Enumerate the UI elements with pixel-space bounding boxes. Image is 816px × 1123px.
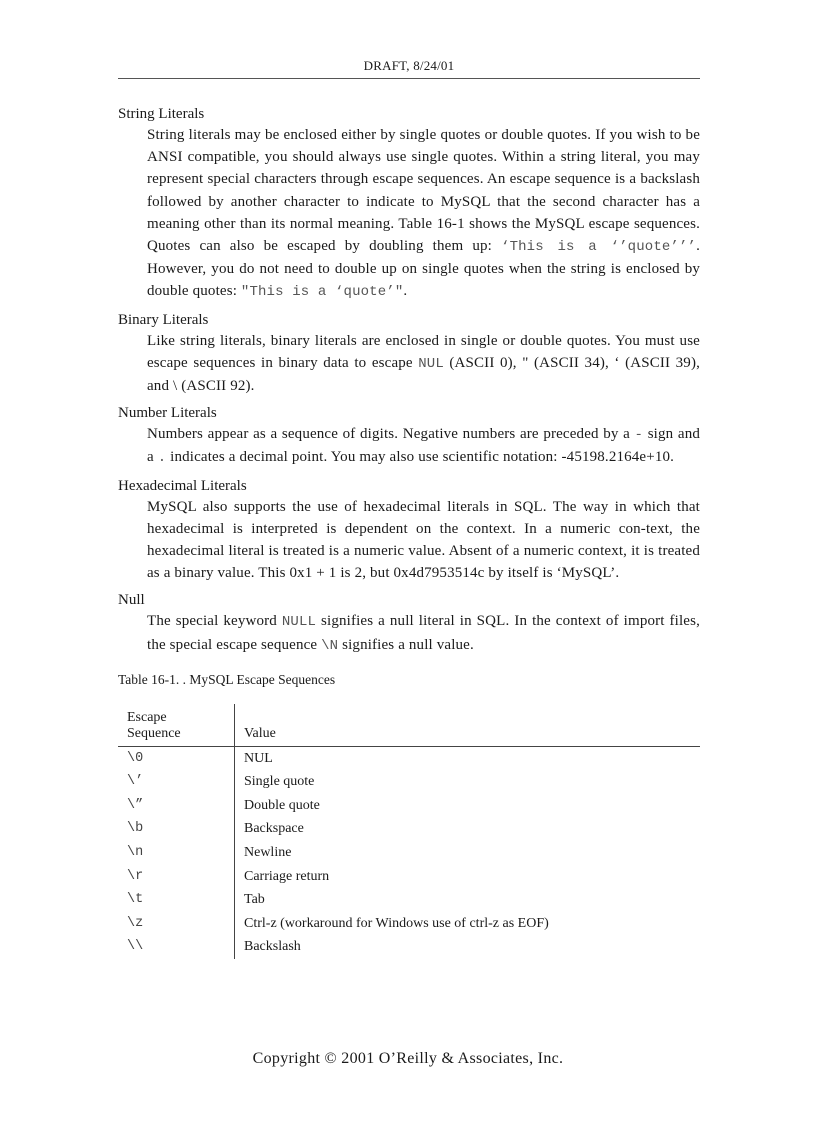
text: (ASCII 0), " (ASCII 34), ‘ (ASCII 39), and \ (ASCII 92). [147, 354, 700, 395]
table-row [118, 746, 700, 770]
text: indicates a decimal point. You may also use scientific notation: -45198.2164e+10. [166, 449, 675, 466]
code-example: ‘This is a ‘’quote’’’ [501, 239, 697, 256]
escape-sequence-table [118, 704, 700, 959]
code-example: NUL [418, 355, 444, 372]
value-cell: Tab [244, 892, 265, 908]
header-rule [118, 78, 700, 79]
def-binary-literals [147, 330, 700, 398]
table-body [118, 746, 700, 959]
term-null: Null [118, 592, 145, 609]
escape-sequence-cell: \’ [118, 770, 235, 794]
term-hexadecimal-literals: Hexadecimal Literals [118, 477, 247, 494]
value-cell: Ctrl-z (workaround for Windows use of ctrl-z as EOF) [244, 915, 549, 931]
escape-sequence-cell: \” [118, 794, 235, 818]
table-row [118, 841, 700, 865]
text: . [403, 283, 408, 300]
escape-sequence-cell: \t [118, 888, 235, 912]
term-binary-literals: Binary Literals [118, 311, 209, 328]
content [118, 104, 700, 959]
def-string-literals [147, 124, 700, 304]
def-number-literals [147, 423, 700, 469]
code-example: . [157, 450, 167, 467]
text: signifies a null literal in SQL. In the context of import files, the special escape sequence [147, 613, 700, 653]
code-example: NULL [281, 614, 317, 631]
text: . However, you do not need to double up on single quotes when the string is enclosed by double quotes: [147, 238, 700, 300]
table-row [118, 912, 700, 936]
value-cell: Double quote [244, 797, 320, 813]
def-hexadecimal-literals: MySQL also supports the use of hexadecimal literals in SQL. The way in which that hexadecimal is interpreted is dependent on the context. In a numeric con-text, the hexadecimal literal is treated is a numeric value. Absent of a numeric context, it is treated as a binary value. This 0x1 + 1 is 2, but 0x4d7953514c by itself is ‘MySQL’. [147, 498, 700, 582]
term-number-literals: Number Literals [118, 405, 217, 422]
escape-sequence-cell: \n [118, 841, 235, 865]
text: Numbers appear as a sequence of digits. Negative numbers are preceded by a [147, 426, 635, 443]
escape-sequence-cell: \b [118, 818, 235, 842]
text: Like string literals, binary literals are enclosed in single or double quotes. You must use escape sequences in binary data to escape [147, 332, 700, 371]
value-cell: Single quote [244, 774, 315, 790]
table-row [118, 818, 700, 842]
escape-sequence-cell: \r [118, 865, 235, 889]
page-header: DRAFT, 8/24/01 [363, 58, 455, 73]
value-cell: Backspace [244, 821, 304, 837]
escape-sequence-cell: \0 [118, 746, 235, 770]
text: sign and a [147, 426, 701, 466]
column-header-escape-sequence: Escape Sequence [118, 704, 235, 747]
text: The special keyword [147, 613, 282, 630]
table-caption: Table 16-1. . MySQL Escape Sequences [118, 671, 336, 687]
escape-sequence-cell: \\ [118, 936, 235, 960]
value-cell: Newline [244, 845, 292, 861]
table-header-row [118, 704, 700, 747]
value-cell: Carriage return [244, 868, 330, 884]
table-row [118, 936, 700, 960]
table-row [118, 865, 700, 889]
table-row [118, 770, 700, 794]
term-string-literals: String Literals [118, 106, 205, 122]
code-example: - [634, 427, 644, 444]
column-header-value: Value [235, 704, 701, 747]
value-cell: NUL [244, 750, 273, 766]
table-row [118, 794, 700, 818]
escape-sequence-cell: \z [118, 912, 235, 936]
table-row [118, 888, 700, 912]
text: String literals may be enclosed either by single quotes or double quotes. If you wish to be ANSI compatible, you should always use single quotes. Within a string literal, you may represent special characters through escape sequences. An escape sequence is a backslash followed by another character to indicate to MySQL that the second character has a meaning other than its normal meaning. Table 16-1 shows the MySQL escape sequences. Quotes can also be escaped by doubling them up: [147, 127, 700, 255]
def-null [147, 610, 700, 656]
code-example: \N [321, 637, 339, 654]
code-example: "This is a ‘quote’" [240, 284, 404, 301]
page-footer: Copyright © 2001 O’Reilly & Associates, Inc. [252, 1050, 564, 1067]
text: signifies a null value. [338, 636, 474, 653]
value-cell: Backslash [244, 939, 301, 955]
